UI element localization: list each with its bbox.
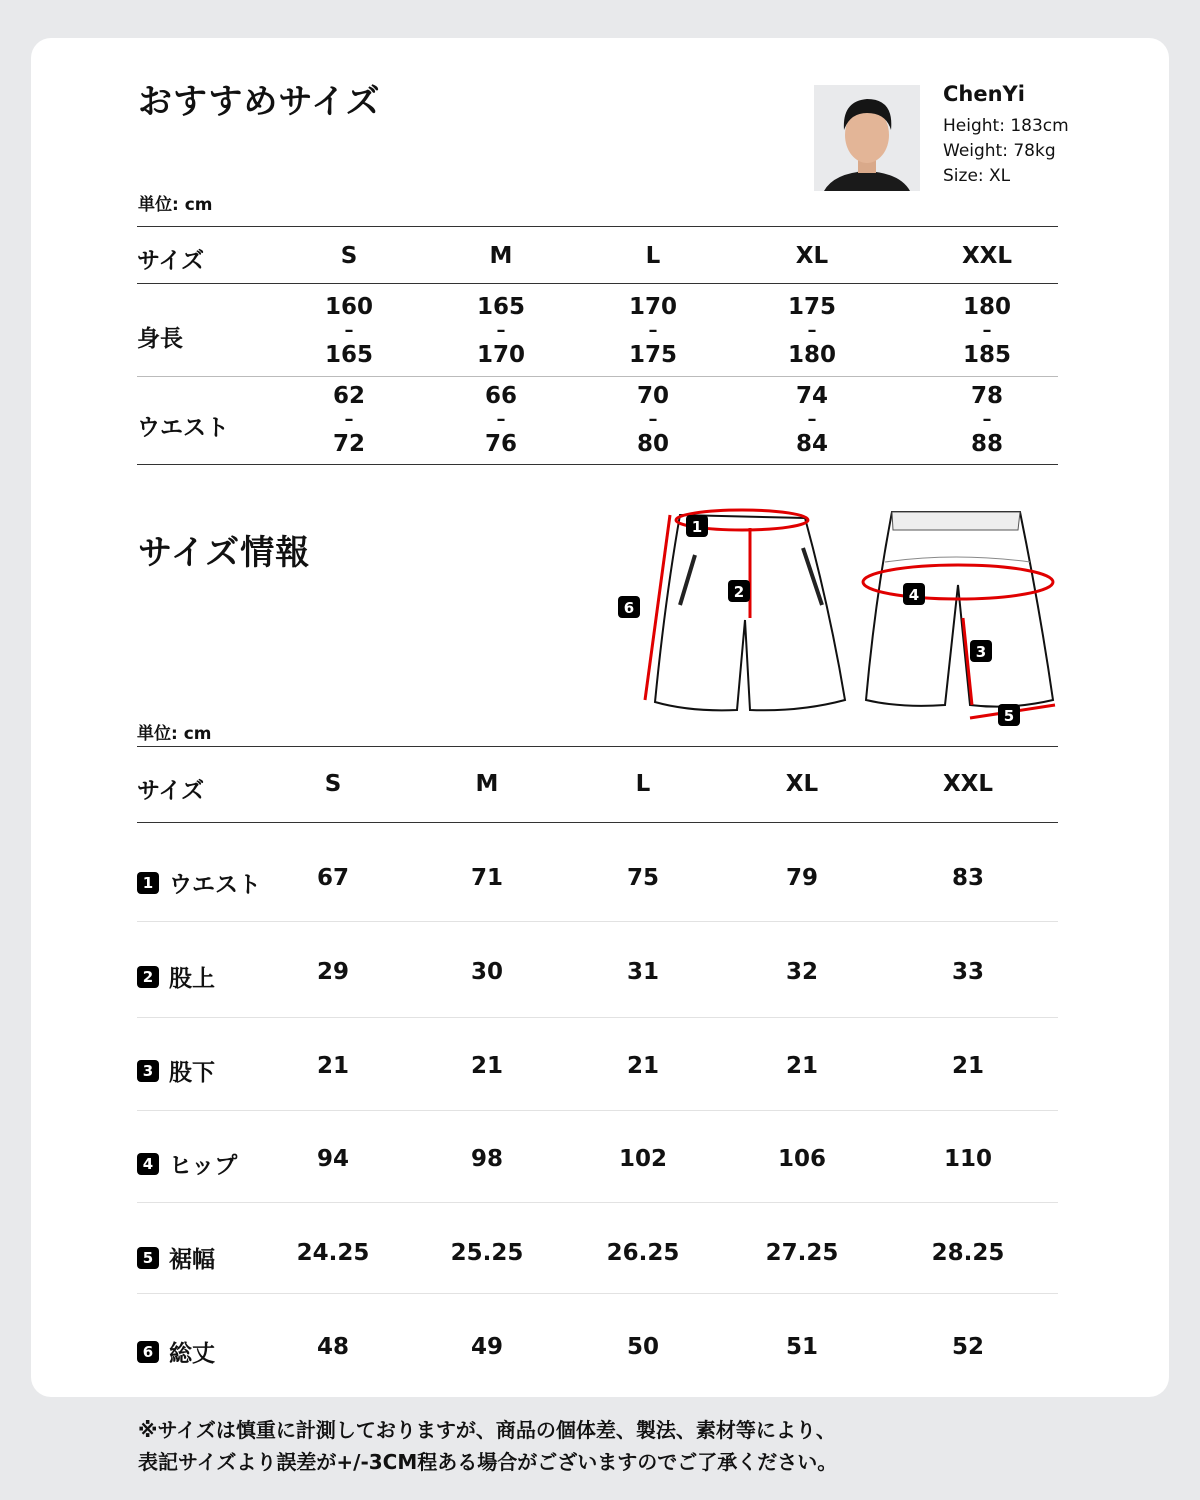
size-header: M <box>489 243 513 269</box>
measure-value: 25.25 <box>450 1240 524 1266</box>
measure-value: 21 <box>951 1053 985 1079</box>
size-header: M <box>475 771 499 797</box>
size-header: S <box>340 243 358 269</box>
size-header: XL <box>795 243 829 269</box>
measure-value: 71 <box>470 865 504 891</box>
recommend-unit: 単位: cm <box>138 195 213 215</box>
diagram-label-4: 4 <box>908 586 920 604</box>
model-size: Size: XL <box>943 166 1011 186</box>
measure-value: 33 <box>951 959 985 985</box>
measure-name: 股下 <box>169 1060 215 1086</box>
measure-value: 49 <box>470 1334 504 1360</box>
row-divider <box>137 921 1058 922</box>
range-max: 180 <box>787 342 837 368</box>
divider <box>137 376 1058 377</box>
size-header: S <box>324 771 342 797</box>
range-max: 170 <box>476 342 526 368</box>
shorts-diagram <box>600 490 1070 730</box>
size-header: L <box>645 243 661 269</box>
number-badge: 3 <box>137 1060 159 1082</box>
measure-name: ウエスト <box>169 872 261 898</box>
measure-value: 21 <box>626 1053 660 1079</box>
size-header: XL <box>785 771 819 797</box>
measure-value: 75 <box>626 865 660 891</box>
row-divider <box>137 1293 1058 1294</box>
measure-value: 32 <box>785 959 819 985</box>
model-photo <box>814 85 920 191</box>
note-line-2: 表記サイズより誤差が+/-3CM程ある場合がございますのでご了承ください。 <box>138 1450 838 1474</box>
diagram-label-2: 2 <box>733 583 745 601</box>
note-line-1: ※サイズは慎重に計測しておりますが、商品の個体差、製法、素材等により、 <box>138 1418 836 1442</box>
range-cell: 70 – 80 <box>636 383 670 457</box>
range-cell: 160 – 165 <box>324 294 374 368</box>
measure-value: 31 <box>626 959 660 985</box>
divider <box>137 464 1058 465</box>
diagram-label-5: 5 <box>1003 707 1015 725</box>
info-title: サイズ情報 <box>138 533 311 573</box>
range-max: 76 <box>484 431 518 457</box>
row-divider <box>137 1202 1058 1203</box>
diagram-label-3: 3 <box>975 643 987 661</box>
divider <box>137 746 1058 747</box>
range-cell: 78 – 88 <box>970 383 1004 457</box>
measure-value: 28.25 <box>931 1240 1005 1266</box>
measure-name: 股上 <box>169 966 215 992</box>
measure-value: 50 <box>626 1334 660 1360</box>
measure-value: 110 <box>943 1146 993 1172</box>
number-badge: 5 <box>137 1247 159 1269</box>
row-divider <box>137 1110 1058 1111</box>
info-unit: 単位: cm <box>137 724 212 744</box>
number-badge: 2 <box>137 966 159 988</box>
disclaimer-note <box>138 1414 837 1478</box>
measure-value: 102 <box>618 1146 668 1172</box>
model-height: Height: 183cm <box>943 116 1069 136</box>
range-min: 62 <box>332 383 366 409</box>
row-label: ウエスト <box>137 415 229 441</box>
range-max: 72 <box>332 431 366 457</box>
measure-value: 52 <box>951 1334 985 1360</box>
measure-name: 総丈 <box>169 1341 215 1367</box>
measure-label <box>137 1335 215 1368</box>
measure-value: 21 <box>470 1053 504 1079</box>
range-cell: 66 – 76 <box>484 383 518 457</box>
measure-value: 98 <box>470 1146 504 1172</box>
measure-label <box>137 960 215 993</box>
range-min: 180 <box>962 294 1012 320</box>
divider <box>137 822 1058 823</box>
measure-value: 21 <box>785 1053 819 1079</box>
size-header: L <box>635 771 651 797</box>
size-header: XXL <box>961 243 1013 269</box>
measure-value: 30 <box>470 959 504 985</box>
measure-value: 24.25 <box>296 1240 370 1266</box>
range-cell: 180 – 185 <box>962 294 1012 368</box>
measure-value: 94 <box>316 1146 350 1172</box>
measure-label <box>137 1054 215 1087</box>
measure-value: 48 <box>316 1334 350 1360</box>
range-max: 80 <box>636 431 670 457</box>
range-cell: 175 – 180 <box>787 294 837 368</box>
number-badge: 4 <box>137 1153 159 1175</box>
measure-value: 79 <box>785 865 819 891</box>
model-info <box>943 82 1069 189</box>
measure-value: 67 <box>316 865 350 891</box>
range-max: 165 <box>324 342 374 368</box>
number-badge: 1 <box>137 872 159 894</box>
measure-value: 21 <box>316 1053 350 1079</box>
measure-value: 106 <box>777 1146 827 1172</box>
range-min: 160 <box>324 294 374 320</box>
header-label: サイズ <box>137 778 205 804</box>
range-max: 84 <box>795 431 829 457</box>
range-min: 170 <box>628 294 678 320</box>
range-min: 66 <box>484 383 518 409</box>
number-badge: 6 <box>137 1341 159 1363</box>
measure-value: 27.25 <box>765 1240 839 1266</box>
measure-name: 裾幅 <box>169 1247 215 1273</box>
row-label: 身長 <box>137 326 183 352</box>
measure-label <box>137 1147 237 1180</box>
row-divider <box>137 1017 1058 1018</box>
measure-label <box>137 866 261 899</box>
divider <box>137 283 1058 284</box>
range-cell: 62 – 72 <box>332 383 366 457</box>
range-min: 70 <box>636 383 670 409</box>
header-label: サイズ <box>137 248 205 274</box>
range-cell: 74 – 84 <box>795 383 829 457</box>
model-name: ChenYi <box>943 82 1025 106</box>
size-header: XXL <box>942 771 994 797</box>
measure-value: 83 <box>951 865 985 891</box>
measure-value: 29 <box>316 959 350 985</box>
range-min: 165 <box>476 294 526 320</box>
diagram-label-6: 6 <box>623 599 635 617</box>
range-cell: 165 – 170 <box>476 294 526 368</box>
measure-label <box>137 1241 215 1274</box>
range-max: 175 <box>628 342 678 368</box>
divider <box>137 226 1058 227</box>
range-min: 78 <box>970 383 1004 409</box>
model-weight: Weight: 78kg <box>943 141 1056 161</box>
measure-value: 51 <box>785 1334 819 1360</box>
range-min: 175 <box>787 294 837 320</box>
measure-value: 26.25 <box>606 1240 680 1266</box>
measure-name: ヒップ <box>169 1153 238 1179</box>
range-cell: 170 – 175 <box>628 294 678 368</box>
recommend-title: おすすめサイズ <box>138 82 381 122</box>
range-max: 88 <box>970 431 1004 457</box>
range-min: 74 <box>795 383 829 409</box>
diagram-label-1: 1 <box>691 518 703 536</box>
range-max: 185 <box>962 342 1012 368</box>
